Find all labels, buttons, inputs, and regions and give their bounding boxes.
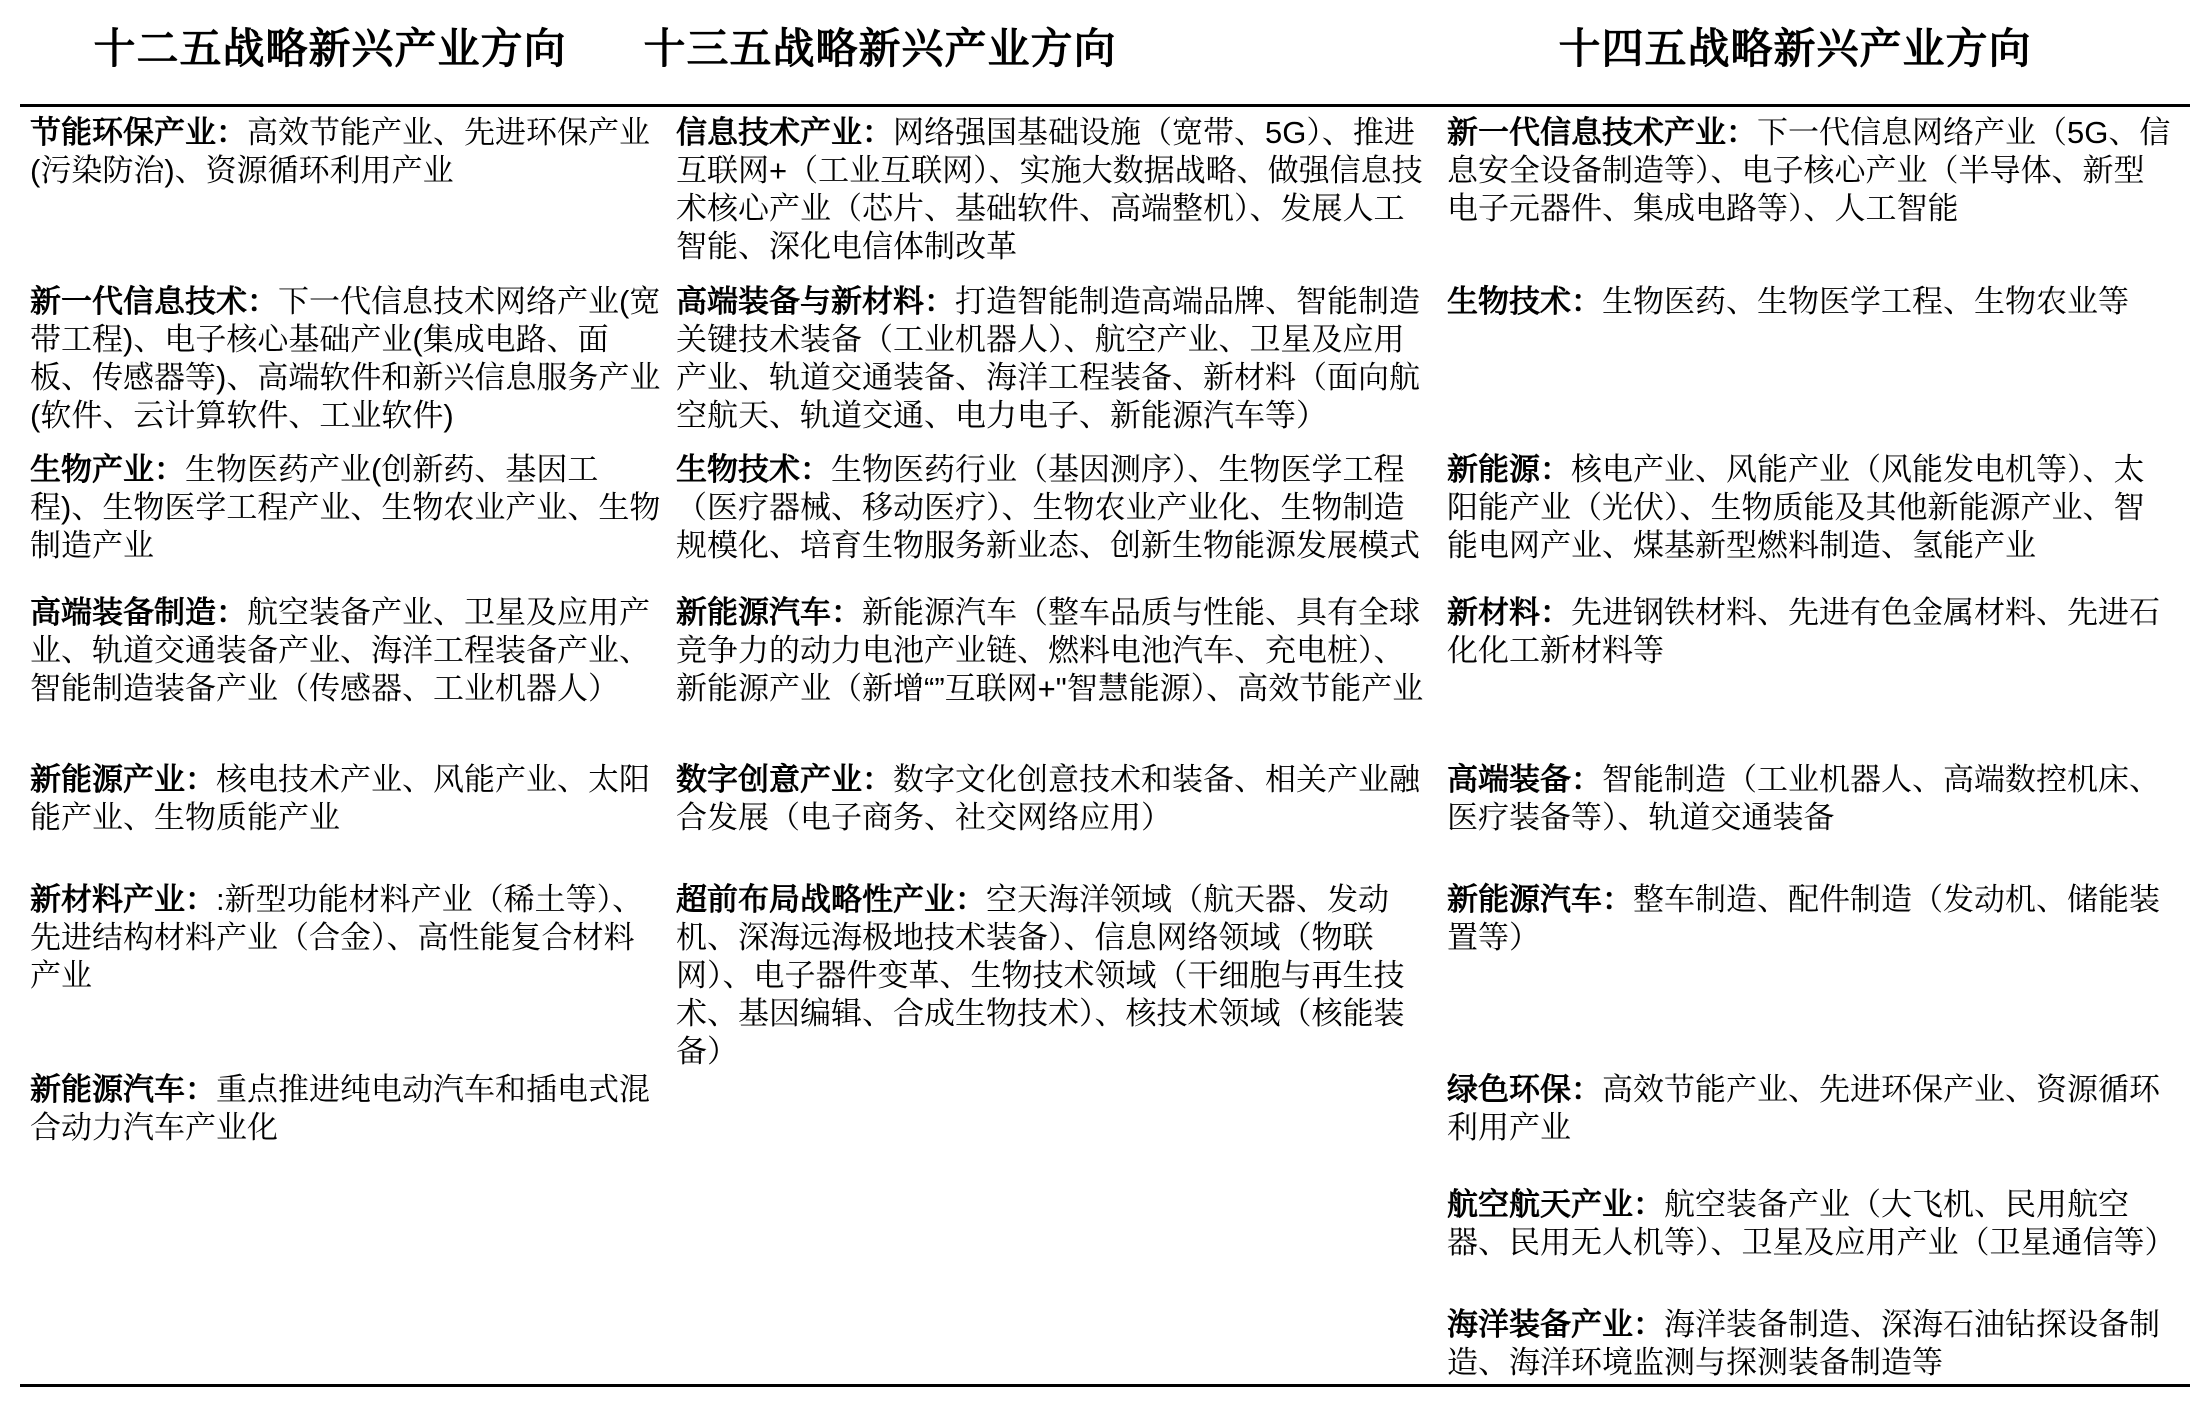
industry-label: 数字创意产业： (676, 762, 893, 797)
industry-description: 海洋装备制造、深海石油钻探设备制造、海洋环境监测与探测装备制造等 (1447, 1307, 2160, 1380)
table-cell (1447, 1186, 2175, 1306)
table-cell (1447, 1071, 2175, 1186)
industry-table (30, 114, 2175, 1382)
table-cell (1447, 881, 2175, 1071)
industry-label: 节能环保产业： (30, 115, 247, 150)
industry-label: 新一代信息技术： (30, 284, 278, 319)
industry-label: 新能源汽车： (1447, 882, 1633, 917)
industry-label: 生物产业： (30, 452, 185, 487)
industry-label: 海洋装备产业： (1447, 1307, 1664, 1342)
table-cell (1447, 1306, 2175, 1382)
industry-description: 航空装备产业、卫星及应用产业、轨道交通装备产业、海洋工程装备产业、智能制造装备产业（传感器、工业机器人） (30, 595, 650, 706)
bottom-divider-line (20, 1384, 2190, 1387)
column-header-12th-plan: 十二五战略新兴产业方向 (93, 25, 567, 72)
table-cell (676, 1306, 1447, 1382)
table-cell (30, 761, 676, 881)
industry-description: 航空装备产业（大飞机、民用航空器、民用无人机等）、卫星及应用产业（卫星通信等） (1447, 1187, 2175, 1260)
industry-label: 新材料： (1447, 595, 1571, 630)
industry-label: 新一代信息技术产业： (1447, 115, 1757, 150)
industry-description: 生物医药、生物医学工程、生物农业等 (1602, 284, 2129, 319)
industry-label: 高端装备制造： (30, 595, 247, 630)
table-cell (1447, 283, 2175, 451)
industry-description: :新型功能材料产业（稀土等）、先进结构材料产业（合金）、高性能复合材料产业 (30, 882, 644, 993)
industry-description: 先进钢铁材料、先进有色金属材料、先进石化化工新材料等 (1447, 595, 2160, 668)
industry-description: 重点推进纯电动汽车和插电式混合动力汽车产业化 (30, 1072, 650, 1145)
table-cell (30, 451, 676, 594)
industry-description: 新能源汽车（整车品质与性能、具有全球竞争力的动力电池产业链、燃料电池汽车、充电桩）、新能源产业（新增“”互联网+"智慧能源）、高效节能产业 (676, 595, 1424, 706)
industry-description: 数字文化创意技术和装备、相关产业融合发展（电子商务、社交网络应用） (676, 762, 1420, 835)
industry-label: 信息技术产业： (676, 115, 893, 150)
column-header-14th-plan: 十四五战略新兴产业方向 (1558, 25, 2032, 72)
table-cell (1447, 451, 2175, 594)
table-cell (1447, 594, 2175, 761)
table-cell (676, 594, 1447, 761)
table-cell (676, 1071, 1447, 1186)
industry-description: 打造智能制造高端品牌、智能制造关键技术装备（工业机器人）、航空产业、卫星及应用产业、轨道交通装备、海洋工程装备、新材料（面向航空航天、轨道交通、电力电子、新能源汽车等） (676, 284, 1420, 433)
industry-description: 整车制造、配件制造（发动机、储能装置等） (1447, 882, 2160, 955)
industry-label: 高端装备： (1447, 762, 1602, 797)
table-cell (676, 1186, 1447, 1306)
industry-description: 空天海洋领域（航天器、发动机、深海远海极地技术装备）、信息网络领域（物联网）、电子器件变革、生物技术领域（干细胞与再生技术、基因编辑、合成生物技术）、核技术领域（核能装备） (676, 882, 1405, 1069)
industry-label: 绿色环保： (1447, 1072, 1602, 1107)
industry-description: 核电产业、风能产业（风能发电机等）、太阳能产业（光伏）、生物质能及其他新能源产业、智能电网产业、煤基新型燃料制造、氢能产业 (1447, 452, 2145, 563)
table-cell (30, 283, 676, 451)
table-cell (30, 1071, 676, 1186)
table-cell (1447, 761, 2175, 881)
industry-description: 高效节能产业、先进环保产业(污染防治)、资源循环利用产业 (30, 115, 650, 188)
industry-label: 新能源汽车： (676, 595, 862, 630)
table-cell (676, 283, 1447, 451)
industry-label: 高端装备与新材料： (676, 284, 955, 319)
table-cell (30, 114, 676, 283)
industry-description: 核电技术产业、风能产业、太阳能产业、生物质能产业 (30, 762, 650, 835)
industry-description: 生物医药产业(创新药、基因工程)、生物医学工程产业、生物农业产业、生物制造产业 (30, 452, 661, 563)
column-header-13th-plan: 十三五战略新兴产业方向 (643, 25, 1117, 72)
table-cell (30, 594, 676, 761)
industry-label: 生物技术： (676, 452, 831, 487)
table-cell (676, 451, 1447, 594)
table-cell (30, 1306, 676, 1382)
table-cell (676, 761, 1447, 881)
table-cell (30, 1186, 676, 1306)
industry-description: 下一代信息网络产业（5G、信息安全设备制造等）、电子核心产业（半导体、新型电子元器件、集成电路等）、人工智能 (1447, 115, 2171, 226)
industry-description: 网络强国基础设施（宽带、5G）、推进互联网+（工业互联网）、实施大数据战略、做强信息技术核心产业（芯片、基础软件、高端整机）、发展人工智能、深化电信体制改革 (676, 115, 1423, 264)
industry-label: 新材料产业： (30, 882, 216, 917)
industry-description: 下一代信息技术网络产业(宽带工程)、电子核心基础产业(集成电路、面板、传感器等)、高端软件和新兴信息服务产业(软件、云计算软件、工业软件) (30, 284, 661, 433)
table-cell (676, 881, 1447, 1071)
industry-label: 新能源汽车： (30, 1072, 216, 1107)
industry-label: 新能源： (1447, 452, 1571, 487)
industry-label: 航空航天产业： (1447, 1187, 1664, 1222)
industry-label: 超前布局战略性产业： (676, 882, 986, 917)
table-cell (676, 114, 1447, 283)
industry-description: 生物医药行业（基因测序）、生物医学工程（医疗器械、移动医疗）、生物农业产业化、生物制造规模化、培育生物服务新业态、创新生物能源发展模式 (676, 452, 1420, 563)
top-divider-line (20, 104, 2190, 107)
industry-description: 智能制造（工业机器人、高端数控机床、医疗装备等）、轨道交通装备 (1447, 762, 2160, 835)
industry-label: 生物技术： (1447, 284, 1602, 319)
table-cell (1447, 114, 2175, 283)
industry-label: 新能源产业： (30, 762, 216, 797)
industry-description: 高效节能产业、先进环保产业、资源循环利用产业 (1447, 1072, 2160, 1145)
table-cell (30, 881, 676, 1071)
